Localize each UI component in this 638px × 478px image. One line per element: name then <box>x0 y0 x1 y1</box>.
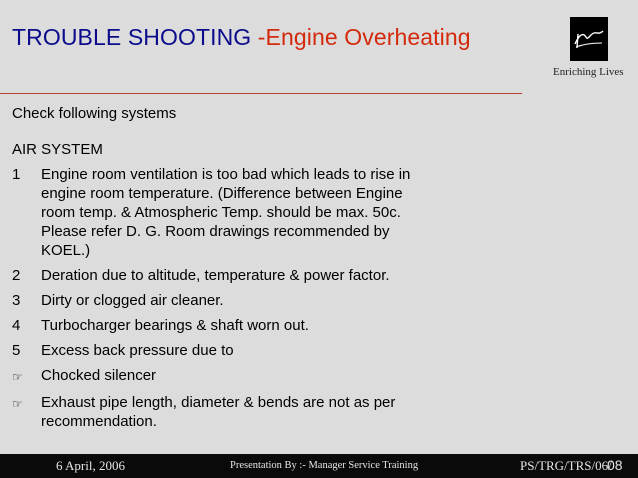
item-text: Turbocharger bearings & shaft worn out. <box>41 317 309 334</box>
title-main: TROUBLE SHOOTING <box>12 24 252 50</box>
item-text: Exhaust pipe length, diameter & bends are not as per recommendation. <box>41 394 396 430</box>
logo-tagline: Enriching Lives <box>553 66 624 78</box>
footer-date: 6 April, 2006 <box>56 458 125 473</box>
list-item <box>12 291 412 310</box>
item-number: 5 <box>12 342 21 359</box>
item-number: 3 <box>12 292 21 309</box>
intro-text: Check following systems <box>12 105 177 122</box>
item-text: Dirty or clogged air cleaner. <box>41 292 224 309</box>
list-item <box>12 393 412 431</box>
item-number: 4 <box>12 317 21 334</box>
footer-bar <box>0 454 638 478</box>
item-number: 2 <box>12 267 21 284</box>
item-text: Chocked silencer <box>41 367 157 384</box>
list-item <box>12 316 412 335</box>
section-heading: AIR SYSTEM <box>12 141 103 158</box>
list-item <box>12 165 412 260</box>
title-divider <box>0 93 522 94</box>
footer-page-number: 08 <box>607 457 623 473</box>
list-item <box>12 366 412 387</box>
item-text: Excess back pressure due to <box>41 342 234 359</box>
title-sub: -Engine Overheating <box>257 24 471 50</box>
item-text: Deration due to altitude, temperature & power factor. <box>41 267 390 284</box>
footer-presenter: Presentation By :- Manager Service Training <box>230 460 419 471</box>
pointing-hand-icon: ☞ <box>12 397 23 411</box>
list-item <box>12 341 412 360</box>
kirloskar-logo <box>570 17 608 61</box>
footer-doc-code: PS/TRG/TRS/06/ <box>520 458 612 473</box>
slide-title <box>12 24 471 51</box>
item-number: 1 <box>12 166 21 183</box>
pointing-hand-icon: ☞ <box>12 370 23 384</box>
checklist <box>12 165 412 437</box>
list-item <box>12 266 412 285</box>
item-text: Engine room ventilation is too bad which leads to rise in engine room temperature. (Difference between Engine room temp. & Atmospheric Temp. should be max. 50c. Please refer D. G. Room drawings recommended by KOEL.) <box>41 166 411 259</box>
